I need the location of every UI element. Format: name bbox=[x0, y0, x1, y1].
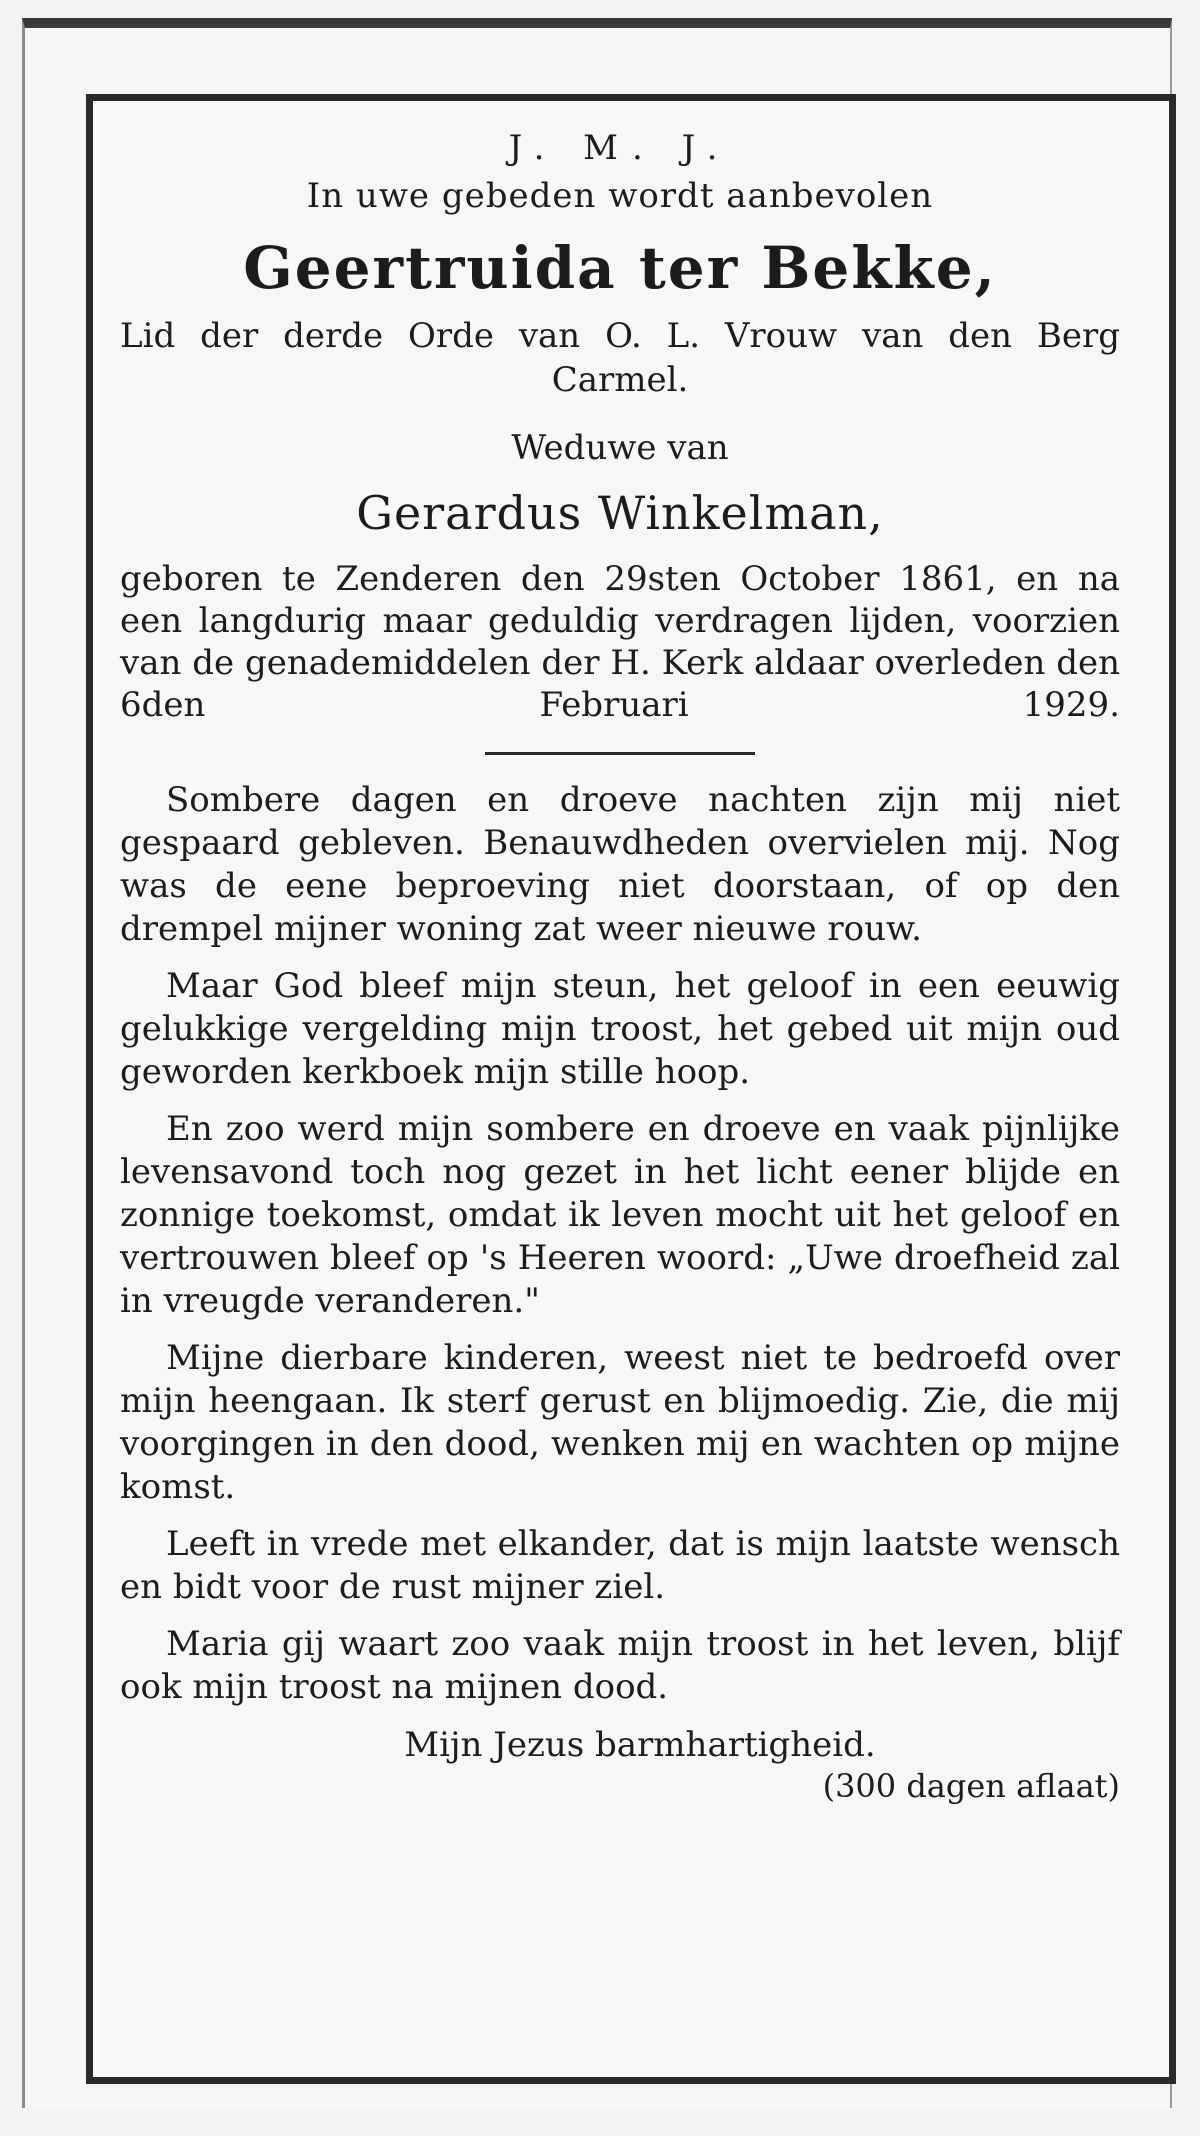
closing-prayer: Mijn Jezus barmhartigheid. bbox=[404, 1725, 876, 1765]
memorial-card-text bbox=[120, 128, 1120, 1805]
husband-name: Gerardus Winkelman, bbox=[356, 486, 884, 540]
intro-line: In uwe gebeden wordt aanbevolen bbox=[306, 176, 934, 216]
memorial-text bbox=[120, 779, 1120, 1709]
memorial-paragraph: Maria gij waart zoo vaak mijn troost in het leven, blijf ook mijn troost na mijnen dood. bbox=[120, 1624, 1120, 1707]
indulgence-note: (300 dagen aflaat) bbox=[822, 1767, 1120, 1805]
memorial-paragraph: Maar God bleef mijn steun, het geloof in een eeuwig gelukkige vergelding mijn troost, het gebed uit mijn oud geworden kerkboek mijn stille hoop. bbox=[120, 966, 1120, 1092]
widow-of-label: Weduwe van bbox=[511, 428, 729, 468]
biography-paragraph: geboren te Zenderen den 29sten October 1861, en na een langdurig maar geduldig verdragen lijden, voorzien van de genademiddelen der H. Kerk aldaar overleden den 6den Februari 1929. bbox=[120, 559, 1120, 725]
memorial-paragraph: Mijne dierbare kinderen, weest niet te bedroefd over mijn heengaan. Ik sterf gerust en blijmoedig. Zie, die mij voorgingen in den dood, wenken mij en wachten op mijne komst. bbox=[120, 1338, 1120, 1507]
divider-rule bbox=[485, 752, 755, 755]
memorial-paragraph: Sombere dagen en droeve nachten zijn mij niet gespaard gebleven. Benauwdheden overvielen mij. Nog was de eene beproeving niet doorstaan, of op den drempel mijner woning zat weer nieuwe rouw. bbox=[120, 780, 1120, 949]
deceased-name: Geertruida ter Bekke, bbox=[243, 234, 997, 302]
memorial-paragraph: En zoo werd mijn sombere en droeve en vaak pijnlijke levensavond toch nog gezet in het licht eener blijde en zonnige toekomst, omdat ik leven mocht uit het geloof en vertrouwen bleef op 's Heeren woord: „Uwe droefheid zal in vreugde veranderen." bbox=[120, 1109, 1120, 1321]
memorial-paragraph: Leeft in vrede met elkander, dat is mijn laatste wensch en bidt voor de rust mijner ziel. bbox=[120, 1524, 1120, 1607]
religious-order-line: Lid der derde Orde van O. L. Vrouw van den Berg Carmel. bbox=[120, 316, 1120, 400]
card-header: J. M. J. bbox=[508, 128, 732, 168]
